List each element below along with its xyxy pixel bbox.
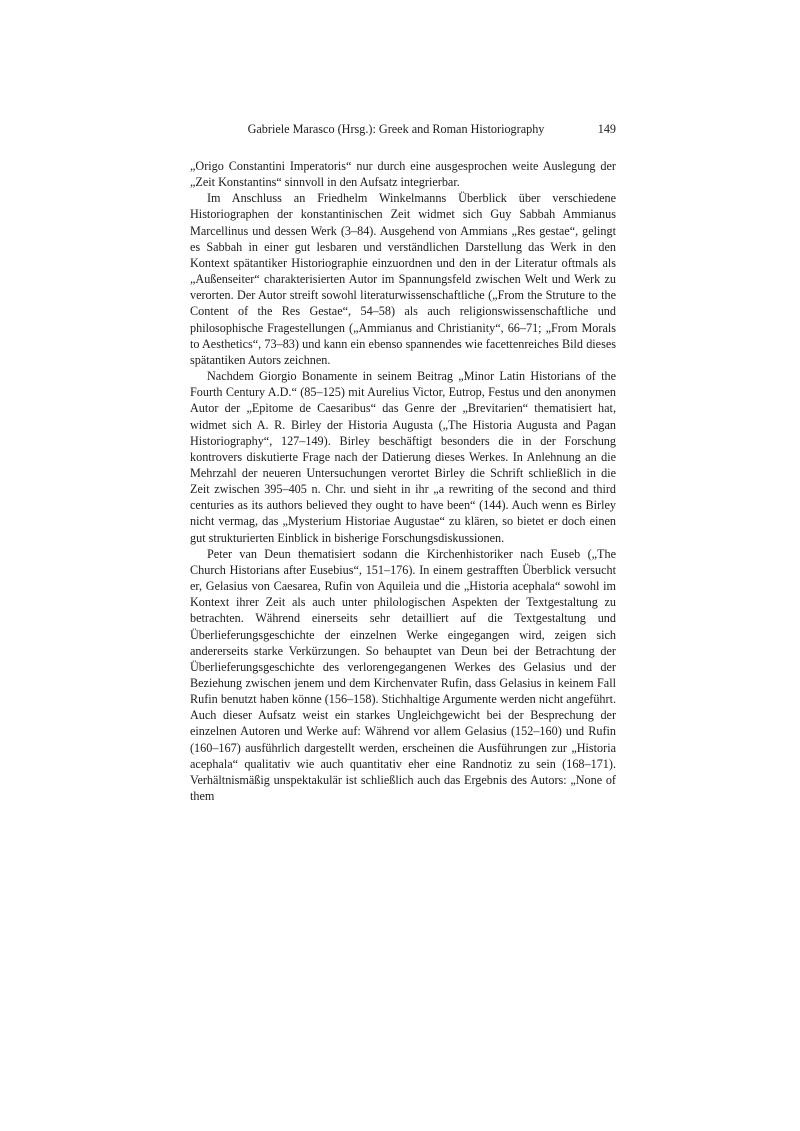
- running-header: [190, 121, 616, 137]
- review-body: [190, 158, 616, 804]
- header-title: Gabriele Marasco (Hrsg.): Greek and Roman Historiography: [247, 122, 545, 136]
- body-paragraph: Nachdem Giorgio Bonamente in seinem Beitrag „Minor Latin Historians of the Fourth Century A.D.“ (85–125) mit Aurelius Victor, Eutrop, Festus und den anonymen Autor der „Epitome de Caesaribus“ das Genre der „Brevitarien“ thematisiert hat, widmet sich A. R. Birley der Historia Augusta („The Historia Augusta and Pagan Historiography“, 127–149). Birley beschäftigt besonders die in der Forschung kontrovers diskutierte Frage nach der Datierung dieses Werkes. In Anlehnung an die Mehrzahl der neueren Untersuchungen verortet Birley die Schrift schließlich in die Zeit zwischen 395–405 n. Chr. und sieht in ihr „a rewriting of the second and third centuries as its authors believed they ought to have been“ (144). Auch wenn es Birley nicht vermag, das „Mysterium Historiae Augustae“ zu klären, so bietet er doch einen gut strukturierten Einblick in bisherige Forschungsdiskussionen.: [190, 369, 616, 545]
- body-paragraph: Im Anschluss an Friedhelm Winkelmanns Überblick über verschiedene Historiographen der konstantinischen Zeit widmet sich Guy Sabbah Ammianus Marcellinus und dessen Werk (3–84). Ausgehend von Ammians „Res gestae“, gelingt es Sabbah in einer gut lesbaren und verständlichen Darstellung das Werk in den Kontext spätantiker Historiographie einzuordnen und den in der Literatur oftmals als „Außenseiter“ charakterisierten Autor im Spannungsfeld zwischen Welt und Werk zu verorten. Der Autor streift sowohl literaturwissenschaftliche („From the Struture to the Content of the Res Gestae“, 54–58) als auch religionswissenschaftliche und philosophische Fragestellungen („Ammianus and Christianity“, 66–71; „From Morals to Aesthetics“, 73–83) und kann ein ebenso spannendes wie facettenreiches Bild dieses spätantiken Autors zeichnen.: [190, 191, 616, 367]
- text-column: [190, 121, 616, 804]
- body-paragraph: Peter van Deun thematisiert sodann die Kirchenhistoriker nach Euseb („The Church Historians after Eusebius“, 151–176). In einem gestrafften Überblick versucht er, Gelasius von Caesarea, Rufin von Aquileia und die „Historia acephala“ sowohl im Kontext ihrer Zeit als auch unter philologischen Aspekten der Textgestaltung zu betrachten. Während einerseits sehr detailliert auf die Textgestaltung und Überlieferungsgeschichte der einzelnen Werke eingegangen wird, zeigen sich andererseits starke Verkürzungen. So behauptet van Deun bei der Betrachtung der Überlieferungsgeschichte des verlorengegangenen Werkes des Gelasius und der Beziehung zwischen jenem und dem Kirchenvater Rufin, dass Gelasius in keinem Fall Rufin benutzt haben könne (156–158). Stichhaltige Argumente werden nicht angeführt. Auch dieser Aufsatz weist ein starkes Ungleichgewicht bei der Besprechung der einzelnen Autoren und Werke auf: Während vor allem Gelasius (152–160) und Rufin (160–167) ausführlich dargestellt werden, erscheinen die Ausführungen zur „Historia acephala“ qualitativ wie auch quantitativ eher eine Randnotiz zu sein (168–171). Verhältnismäßig unspektakulär ist schließlich auch das Ergebnis des Autors: „None of them: [190, 546, 616, 804]
- page-number: 149: [597, 122, 616, 136]
- body-paragraph: „Origo Constantini Imperatoris“ nur durch eine ausgesprochen weite Auslegung der „Zeit Konstantins“ sinnvoll in den Aufsatz integrierbar.: [190, 159, 616, 190]
